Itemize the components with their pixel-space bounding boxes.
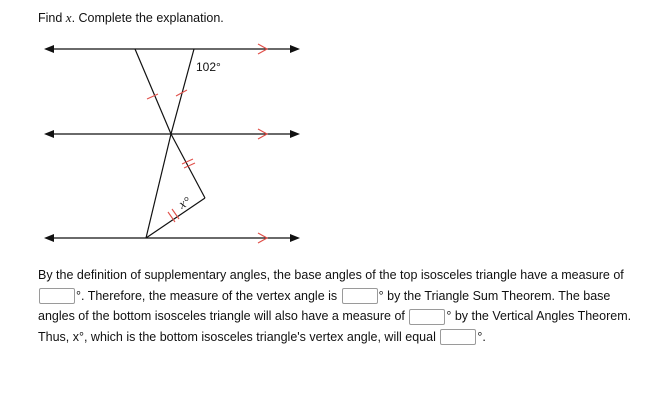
prompt-text-end: . Complete the explanation.	[71, 11, 224, 25]
x-value-answer-input[interactable]	[440, 329, 476, 345]
base-angle-answer-input[interactable]	[39, 288, 75, 304]
explanation-text-5: .	[482, 329, 486, 344]
angle-label-x: x°	[176, 193, 193, 212]
prompt-variable: x	[65, 10, 72, 25]
degree-symbol-2: °	[378, 288, 384, 303]
prompt-text-start: Find	[38, 11, 66, 25]
degree-symbol-3: °	[446, 309, 452, 323]
explanation-text-3: by the Triangle Sum Theorem. The base angles of the bottom isosceles triangle will also have a measure of	[38, 288, 611, 323]
explanation-text-4: by the Vertical Angles Theorem. Thus, x°, which is the bottom isosceles triangle's vertex angle, will equal	[38, 309, 632, 344]
vertex-angle-answer-input[interactable]	[342, 288, 378, 304]
parallel-marker-arrows	[258, 44, 267, 243]
explanation-text-1: By the definition of supplementary angles, the base angles of the top isosceles triangle have a measure of	[38, 268, 624, 282]
explanation-text-2: . Therefore, the measure of the vertex angle is	[81, 288, 341, 303]
degree-symbol-4: °	[477, 329, 483, 344]
explanation-paragraph	[38, 265, 638, 347]
bottom-base-angle-answer-input[interactable]	[409, 309, 445, 325]
angle-label-102: 102°	[196, 60, 221, 74]
congruence-ticks-bottom	[168, 159, 195, 222]
transversal-lines	[135, 49, 205, 238]
degree-symbol-1: °	[76, 288, 81, 303]
